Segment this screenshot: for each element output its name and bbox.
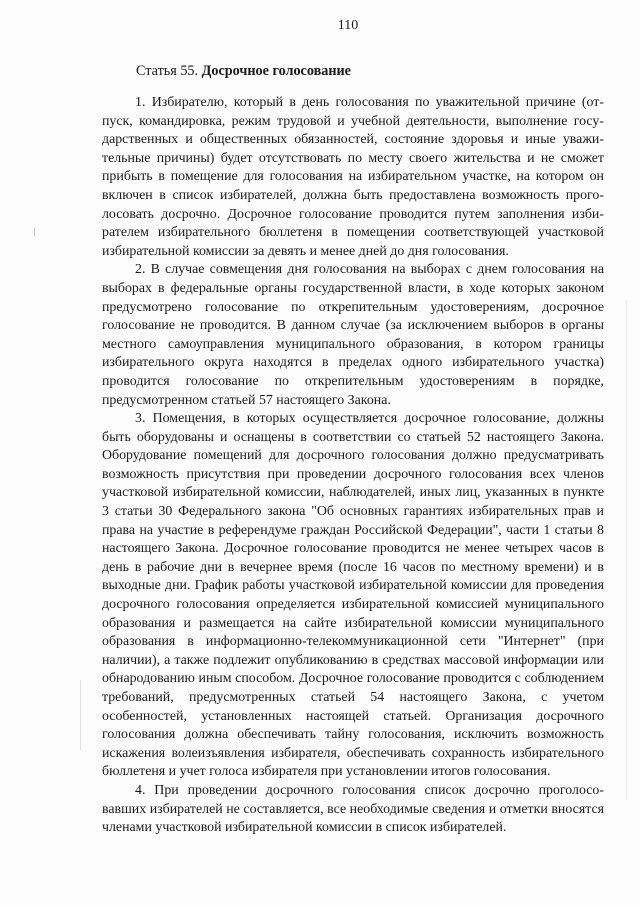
scan-mark-right — [626, 300, 627, 800]
article-body — [102, 94, 604, 838]
scan-mark-left — [34, 228, 35, 236]
paragraph-2: 2. В случае совмещения дня голосования на выборах с днем голосования на выборах в федеральные органы государственной власти, в ходе которых законом предусмотрено голосование по открепительным удостоверениям, досрочное голосование не проводится. В данном случае (за исключением выборов в органы местного самоуправления муниципального образования, в котором границы избирательного округа находятся в пределах одного избирательного участка) проводится голосование по открепительным удостоверениям в порядке, предусмотренном статьей 57 настоящего Закона. — [102, 262, 604, 408]
scan-mark-left-lower — [80, 680, 81, 750]
page-number: 110 — [337, 18, 359, 33]
paragraph-4: 4. При проведении досрочного голосования список досрочно проголосовавших избирателей не составляется, все необходимые сведения и отметки вносятся членами участковой избирательной комиссии в список избирателей. — [102, 782, 604, 836]
article-title: Досрочное голосование — [201, 63, 351, 79]
paragraph-1: 1. Избирателю, который в день голосования по уважительной причине (отпуск, командировка, режим трудовой и учебной деятельности, выполнение государственных и общественных обязанностей, состояние здоровья и иные уважительные причины) будет отсутствовать по месту своего жительства и не сможет прибыть в помещение для голосования на избирательном участке, на котором он включен в список избирателей, должна быть предоставлена возможность проголосовать досрочно. Досрочное голосование проводится путем заполнения избирателем избирательного бюллетеня в помещении соответствующей участковой избирательной комиссии за девять и менее дней до дня голосования. — [102, 95, 604, 259]
article-heading — [136, 63, 351, 80]
article-label: Статья 55. — [136, 63, 199, 79]
paragraph-3: 3. Помещения, в которых осуществляется досрочное голосование, должны быть оборудованы и оснащены в соответствии со статьей 52 настоящего Закона. Оборудование помещений для досрочного голосования должно предусматривать возможность присутствия при проведении досрочного голосования всех членов участковой избирательной комиссии, наблюдателей, иных лиц, указанных в пункте 3 статьи 30 Федерального закона "Об основных гарантиях избирательных прав и права на участие в референдуме граждан Российской Федерации", части 1 статьи 8 настоящего Закона. Досрочное голосование проводится не менее четырех часов в день в рабочие дни в вечернее время (после 16 часов по местному времени) и в выходные дни. График работы участковой избирательной комиссии для проведения досрочного голосования определяется избирательной комиссией муниципального образования и размещается на сайте избирательной комиссии муниципального образования в информационно-телекоммуникационной сети "Интернет" (при наличии), а также подлежит опубликованию в средствах массовой информации или обнародованию иным способом. Досрочное голосование проводится с соблюдением требований, предусмотренных статьей 54 настоящего Закона, с учетом особенностей, установленных настоящей статьей. Организация досрочного голосования должна обеспечивать тайну голосования, исключить возможность искажения волеизъявления избирателя, обеспечивать сохранность избирательного бюллетеня и учет голоса избирателя при установлении итогов голосования. — [102, 411, 604, 780]
